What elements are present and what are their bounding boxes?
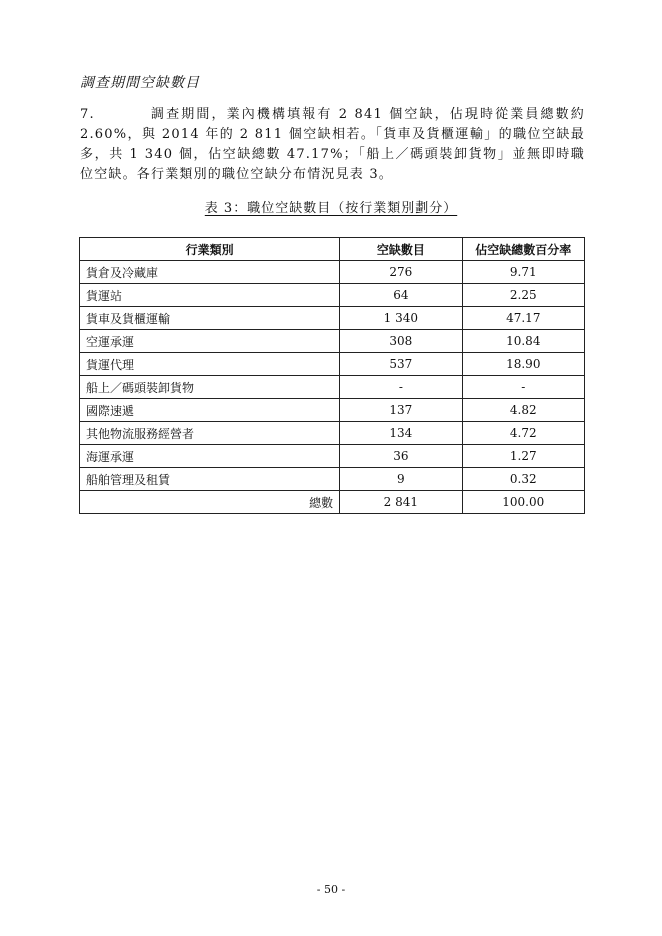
header-category: 行業類別 xyxy=(80,238,340,261)
row-category: 其他物流服務經營者 xyxy=(80,422,340,445)
paragraph-text: 調查期間，業內機構填報有 2 841 個空缺，佔現時從業員總數約 2.60%，與 2014 年的 2 811 個空缺相若。「貨車及貨櫃運輸」的職位空缺最多，共 1 340 個，佔空缺總數 47.17%；「船上／碼頭裝卸貨物」並無即時職位空缺。各行業類別的職位空缺分布情況見表 3。 xyxy=(80,107,585,182)
total-percent: 100.00 xyxy=(462,491,584,514)
row-category: 船上／碼頭裝卸貨物 xyxy=(80,376,340,399)
table-row xyxy=(80,284,585,307)
header-count: 空缺數目 xyxy=(340,238,462,261)
row-percent: 1.27 xyxy=(462,445,584,468)
row-count: 537 xyxy=(340,353,462,376)
table-row xyxy=(80,330,585,353)
row-count: 36 xyxy=(340,445,462,468)
row-category: 貨運代理 xyxy=(80,353,340,376)
row-count: 137 xyxy=(340,399,462,422)
row-count: 134 xyxy=(340,422,462,445)
table-row xyxy=(80,468,585,491)
page-number: - 50 - xyxy=(316,883,346,896)
row-percent: - xyxy=(462,376,584,399)
row-category: 貨倉及冷藏庫 xyxy=(80,261,340,284)
row-percent: 9.71 xyxy=(462,261,584,284)
row-percent: 18.90 xyxy=(462,353,584,376)
table-row xyxy=(80,376,585,399)
table-row xyxy=(80,353,585,376)
table-row xyxy=(80,445,585,468)
row-category: 船舶管理及租賃 xyxy=(80,468,340,491)
row-percent: 10.84 xyxy=(462,330,584,353)
table-total-row xyxy=(80,491,585,514)
row-count: 308 xyxy=(340,330,462,353)
row-category: 貨運站 xyxy=(80,284,340,307)
row-count: 9 xyxy=(340,468,462,491)
row-category: 貨車及貨櫃運輸 xyxy=(80,307,340,330)
paragraph-7 xyxy=(80,105,585,185)
row-percent: 4.72 xyxy=(462,422,584,445)
table-row xyxy=(80,422,585,445)
total-count: 2 841 xyxy=(340,491,462,514)
table-header-row xyxy=(80,238,585,261)
row-count: 64 xyxy=(340,284,462,307)
row-percent: 4.82 xyxy=(462,399,584,422)
row-percent: 2.25 xyxy=(462,284,584,307)
row-count: 276 xyxy=(340,261,462,284)
table-row xyxy=(80,307,585,330)
total-label: 總數 xyxy=(80,491,340,514)
row-percent: 47.17 xyxy=(462,307,584,330)
row-count: 1 340 xyxy=(340,307,462,330)
row-category: 海運承運 xyxy=(80,445,340,468)
header-percent: 佔空缺總數百分率 xyxy=(462,238,584,261)
section-heading: 調查期間空缺數目 xyxy=(80,75,200,91)
row-percent: 0.32 xyxy=(462,468,584,491)
table-caption-text: 表 3：職位空缺數目（按行業類別劃分） xyxy=(204,201,458,216)
row-category: 空運承運 xyxy=(80,330,340,353)
table-caption xyxy=(0,197,662,216)
row-category: 國際速遞 xyxy=(80,399,340,422)
table-row xyxy=(80,261,585,284)
vacancy-table xyxy=(79,237,585,514)
table-row xyxy=(80,399,585,422)
row-count: - xyxy=(340,376,462,399)
paragraph-number: 7. xyxy=(80,107,95,122)
